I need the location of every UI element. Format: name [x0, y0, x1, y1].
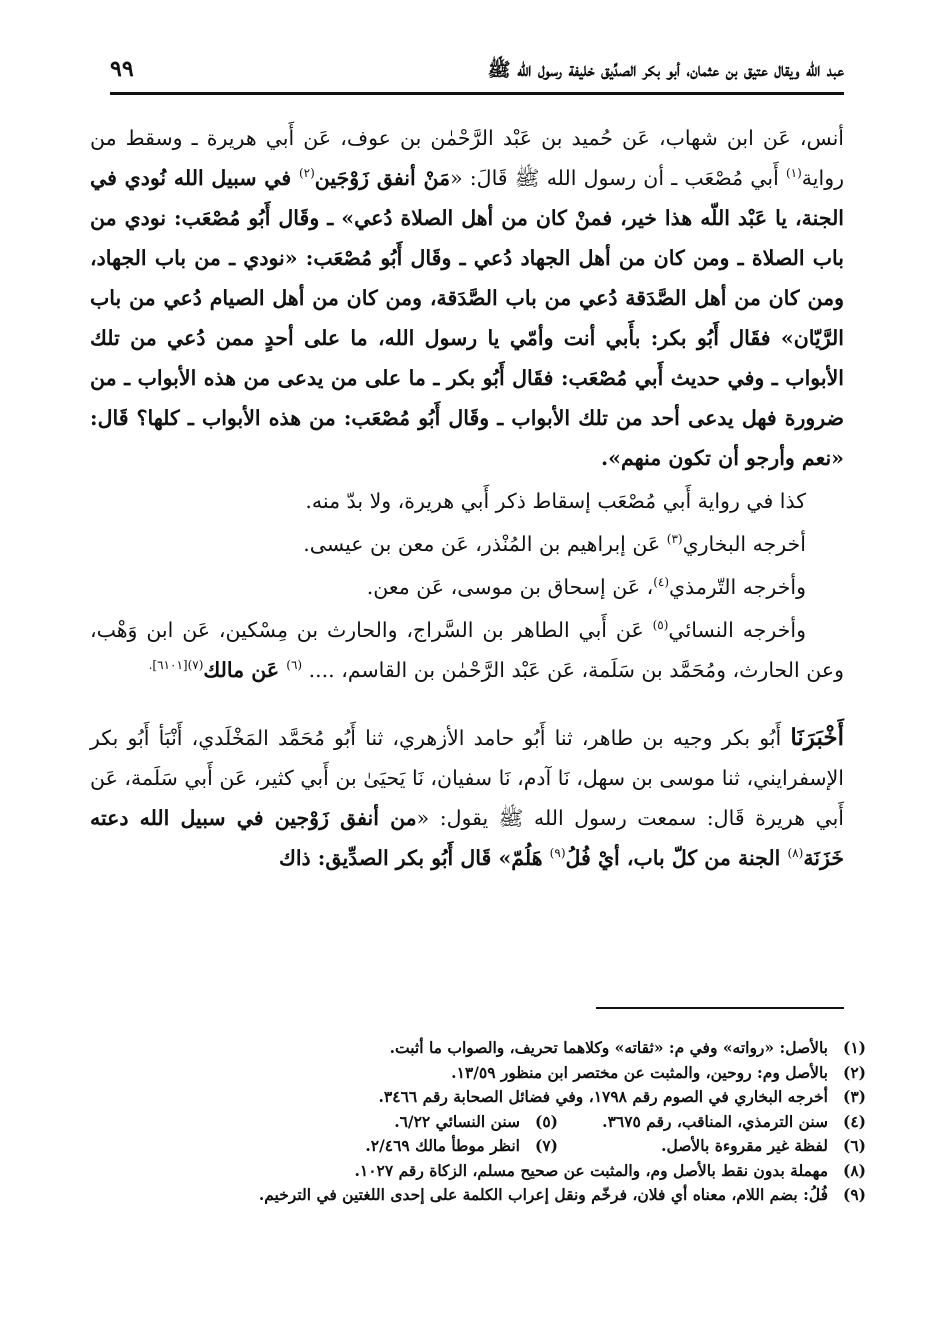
footnote-ref: (٢) — [298, 166, 315, 181]
hadith-quote: هَلُمّ — [511, 846, 550, 870]
paragraph-takhrij-nasai — [90, 610, 844, 690]
text-run: أخرجه البخاري — [682, 532, 806, 556]
footnote-text: فُلُ: بضم اللام، معناه أي فلان، فرخّم ونقل إعراب الكلمة على إحدى اللغتين في الترخيم. — [258, 1185, 828, 1204]
footnote-number: (٨) — [842, 1160, 866, 1180]
footnote-number: (١) — [842, 1038, 866, 1057]
text-run: وأخرجه النسائي — [668, 618, 806, 642]
footnote-8 — [90, 1159, 866, 1184]
paragraph-hadith-text — [90, 118, 844, 478]
footnote-number: (٧) — [534, 1136, 558, 1155]
footnote-1 — [90, 1036, 866, 1061]
footnote-number: (٣) — [842, 1087, 866, 1106]
text-run: عَن مالك — [203, 658, 287, 682]
footnote-text: سنن الترمذي، المناقب، رقم ٣٦٧٥. — [602, 1111, 828, 1131]
text-run: وأخرجه التّرمذي — [669, 575, 806, 599]
text-run: ، عَن إسحاق بن موسى، عَن معن. — [366, 575, 654, 599]
text-run: أَبي مُصْعَب ـ أن رسول الله ﷺ قَالَ: « — [450, 166, 786, 190]
footnote-9 — [90, 1183, 866, 1208]
footnote-text: بالأصل: «رواته» وفي م: «ثقاته» وكلاهما تحريف، والصواب ما أثبت. — [389, 1038, 828, 1057]
hadith-quote: الجنة من كلّ باب، أيْ فُلُ — [565, 846, 788, 870]
footnote-text: لفظة غير مقروءة بالأصل. — [661, 1136, 828, 1155]
text-run: » قَال أَبُو بكر الصدِّيق: ذاك — [278, 846, 512, 870]
footnotes — [90, 1036, 866, 1208]
text-run: » ـ وقَال أَبُو مُصْعَب: نودي من باب الصلاة ـ ومن كان من أهل الجهاد دُعي ـ وقَال أَبُو مُصْعَب: «نودي ـ من باب الجهاد، ومن كان من أهل الصَّدَقة دُعي من باب الصَّدَقة، ومن كان من أهل الصيام دُعي من باب الرَّيّان» فقَال أَبُو بكر: بأَبي أنت وأمّي يا رسول الله، ما على أحدٍ ممن دُعي من تلك الأبواب ـ وفي حديث أَبي مُصْعَب: فقَال أَبُو بكر ـ ما على من يدعى من هذه الأبواب ـ من ضرورة فهل يدعى أحد من تلك الأبواب ـ وقَال أَبُو مُصْعَب: من هذه الأبواب ـ كلها؟ قَال: «نعم وأرجو أن تكون منهم». — [90, 206, 844, 470]
footnote-number: (٦) — [842, 1136, 866, 1155]
text-run: أَبُو بكر وجيه بن طاهر، ثنا أَبُو حامد الأزهري، ثنا أَبُو مُحَمَّد المَخْلَدي، أَنْبَأ أَبُو بكر الإسفرايني، ثنا موسى بن سهل، نَا آدم، نَا سفيان، نَا يَحيَىٰ بن أَبي كثير، عَن أَبي سَلَمة، عَن أَبي هريرة قَال: سمعت رسول الله ﷺ يقول: « — [90, 726, 844, 830]
hadith-number: [٦١٠١]. — [148, 658, 188, 673]
paragraph-takhrij-tirmidhi — [90, 567, 844, 607]
footnote-number: (٤) — [842, 1111, 866, 1131]
paragraph-isnad — [90, 718, 844, 878]
paragraph-note: كذا في رواية أَبي مُصْعَب إسقاط ذكر أَبي هريرة، ولا بدّ منه. — [305, 489, 806, 513]
text-run: أنس، عَن ابن شهاب، عَن حُميد بن عَبْد الرَّحْمٰن بن عوف، عَن أَبي هريرة ـ وسقط من رواية — [90, 126, 844, 190]
footnote-text: بالأصل وم: روحين، والمثبت عن مختصر ابن منظور ١٣/٥٩. — [451, 1062, 828, 1082]
footnote-text: مهملة بدون نقط بالأصل وم، والمثبت عن صحيح مسلم، الزكاة رقم ١٠٢٧. — [354, 1160, 828, 1180]
footnote-ref: (٤) — [653, 575, 670, 590]
footnote-4-5 — [90, 1110, 866, 1135]
paragraph-takhrij-bukhari — [90, 524, 844, 564]
akhbarana-keyword: أَخْبَرَنَا — [790, 724, 844, 751]
footnote-number: (٥) — [534, 1111, 558, 1131]
running-header — [110, 52, 844, 95]
text-run: عَن إبراهيم بن المُنْذر، عَن معن بن عيسى. — [303, 532, 667, 556]
footnote-ref: (٣) — [666, 532, 683, 547]
footnote-ref: (٩) — [549, 846, 566, 861]
text-run: عَن أَبي الطاهر بن السَّراج، والحارث بن مِسْكين، عَن ابن وَهْب، وعن الحارث، ومُحَمَّد بن سَلَمة، عَن عَبْد الرَّحْمٰن بن القاسم، .... — [90, 618, 844, 682]
footnote-ref: (٦) — [286, 658, 303, 673]
footnote-ref: (٨) — [787, 846, 804, 861]
footnote-2 — [90, 1061, 866, 1086]
footnote-text: أخرجه البخاري في الصوم رقم ١٧٩٨، وفي فضائل الصحابة رقم ٣٤٦٦. — [378, 1087, 828, 1106]
hadith-quote: من أنفق زَوْجين في سبيل الله دعته خَزَنَة — [90, 806, 844, 870]
page-number: ٩٩ — [110, 56, 134, 82]
footnote-3 — [90, 1085, 866, 1110]
main-text — [90, 118, 844, 878]
running-title: عبد الله ويقال عتيق بن عثمان، أبو بكر الصدِّيق خليفة رسول الله ﷺ — [487, 59, 844, 81]
footnote-ref: (٧) — [187, 658, 204, 673]
footnote-ref: (٥) — [652, 618, 669, 633]
footnote-6-7 — [90, 1134, 866, 1159]
footnote-text: سنن النسائي ٦/٢٢. — [394, 1111, 520, 1131]
footnote-number: (٢) — [842, 1062, 866, 1082]
footnote-separator — [596, 1007, 844, 1009]
hadith-quote: مَنْ أنفق زَوْجَين — [314, 166, 451, 190]
hadith-quote: في سبيل الله نُودي في الجنة، يا عَبْد اللّه هذا خير، فمنْ كان من أهل الصلاة دُعي — [90, 166, 845, 230]
footnote-text: انظر موطأ مالك ٢/٤٦٩. — [365, 1136, 520, 1155]
footnote-ref: (١) — [785, 166, 802, 181]
footnote-number: (٩) — [842, 1185, 866, 1204]
